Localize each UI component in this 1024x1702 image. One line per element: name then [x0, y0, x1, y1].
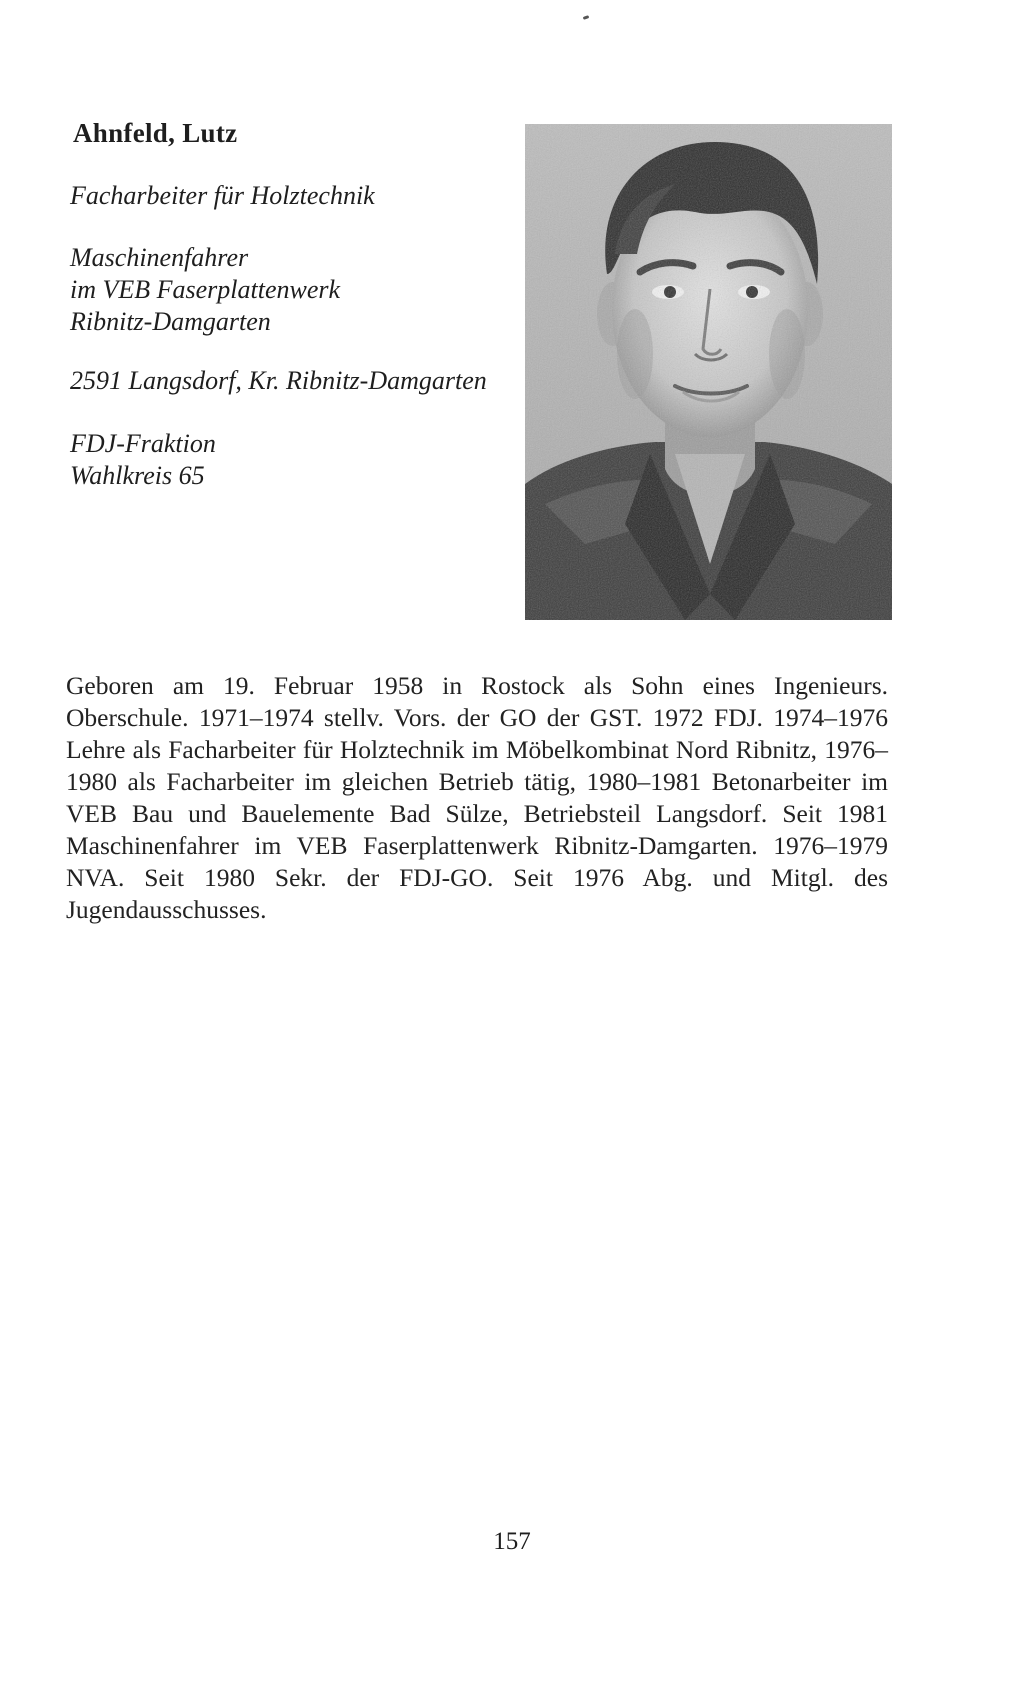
- page-number: 157: [493, 1528, 531, 1555]
- biography-text: Geboren am 19. Februar 1958 in Rostock als Sohn eines Ingenieurs. Oberschule. 1971–1974 stellv. Vors. der GO der GST. 1972 FDJ. 1974–1976 Lehre als Facharbeiter für Holztechnik im Möbelkombinat Nord Ribnitz, 1976–1980 als Facharbeiter im gleichen Betrieb tätig, 1980–1981 Betonarbeiter im VEB Bau und Bauelemente Bad Sülze, Betriebsteil Langsdorf. Seit 1981 Maschinenfahrer im VEB Faserplattenwerk Ribnitz-Damgarten. 1976–1979 NVA. Seit 1980 Sekr. der FDJ-GO. Seit 1976 Abg. und Mitgl. des Jugendausschusses.: [66, 671, 888, 924]
- faction-line-1: FDJ-Fraktion: [70, 429, 216, 458]
- employment-line-1: Maschinenfahrer: [70, 243, 249, 272]
- portrait-illustration: [525, 124, 892, 620]
- scan-speck: [583, 15, 590, 20]
- address: [70, 365, 487, 397]
- employment: [70, 242, 340, 338]
- faction-line-2: Wahlkreis 65: [70, 461, 205, 490]
- faction: [70, 428, 216, 492]
- address-line: 2591 Langsdorf, Kr. Ribnitz-Damgarten: [70, 366, 487, 395]
- person-name: Ahnfeld, Lutz: [73, 118, 238, 148]
- portrait-photo: [525, 124, 892, 620]
- occupation: [70, 180, 375, 212]
- occupation-line: Facharbeiter für Holztechnik: [70, 181, 375, 210]
- employment-line-3: Ribnitz-Damgarten: [70, 307, 271, 336]
- employment-line-2: im VEB Faserplattenwerk: [70, 275, 341, 304]
